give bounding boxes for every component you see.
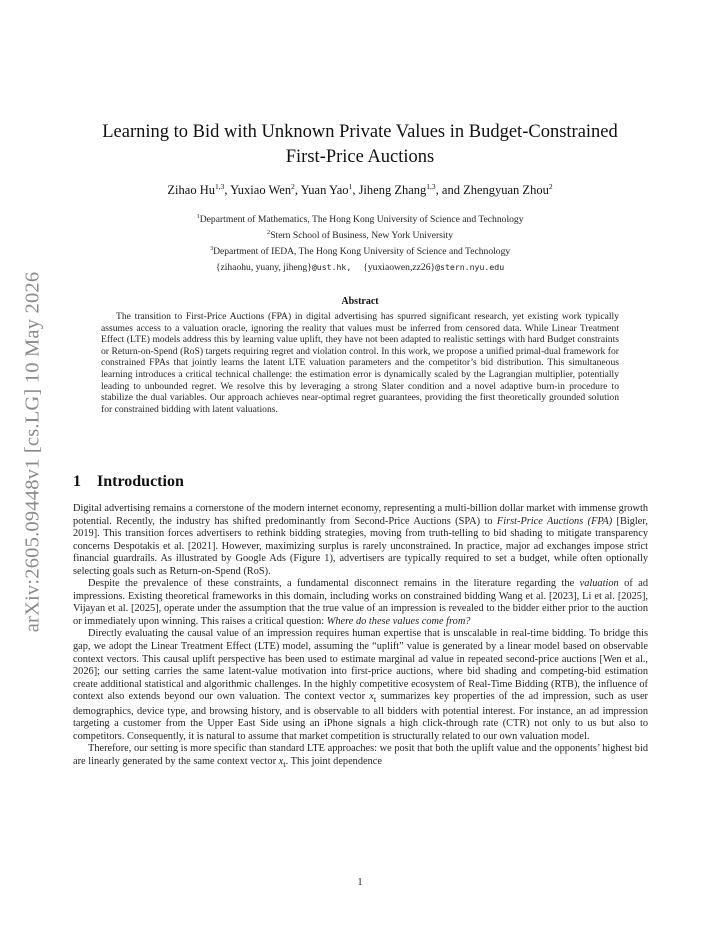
author: Zhengyuan Zhou$^2$: [463, 182, 553, 198]
author: Jiheng Zhang$^{1,3}$, and: [358, 182, 464, 198]
author: Zihao Hu$^{1,3}$,: [167, 182, 231, 198]
arxiv-identifier-stamp: [18, 255, 48, 650]
page-number: 1: [357, 877, 363, 888]
affiliation: $^3$Department of IEDA, The Hong Kong University of Science and Technology: [209, 245, 511, 258]
paragraph: Despite the prevalence of these constraints, a fundamental disconnect remains in the literature regarding the valuation of ad impressions. Existing theoretical frameworks in this domain, including works on constrained bidding Wang et al. [2023], Li et al. [2025], Vijayan et al. [2025], operate under the assumption that the true value of an impression is revealed to the bidder either prior to the auction or immediately upon winning. This raises a critical question: Where do these values come from?: [73, 578, 648, 627]
paragraph: Digital advertising remains a cornerstone of the modern internet economy, representing a multi-billion dollar market with immense growth potential. Recently, the industry has shifted predominantly from Second-Price Auctions (SPA) to First-Price Auctions (FPA) [Bigler, 2019]. This transition forces advertisers to rethink bidding strategies, moving from truth-telling to bid shading to mitigate transparency concerns Despotakis et al. [2021]. However, maximizing surplus is rarely unconstrained. In practice, major ad exchanges impose strict financial guardrails. As illustrated by Google Ads (Figure 1), advertisers are typically required to set a budget, while often optionally selecting goals such as Return-on-Spend (RoS).: [73, 503, 649, 577]
arxiv-identifier-text: arXiv:2605.09448v1 [cs.LG] 10 May 2026: [21, 271, 44, 633]
author: Yuxiao Wen$^2$,: [230, 182, 301, 198]
section-heading: [73, 473, 184, 491]
email-group-ust[interactable]: {zihaohu, yuany, jiheng}@ust.hk,: [215, 261, 352, 273]
title-line-1: Learning to Bid with Unknown Private Values in Budget-Constrained: [102, 122, 618, 142]
email-group-nyu[interactable]: {yuxiaowen,zz26}@stern.nyu.edu: [363, 261, 505, 273]
paper-title: [60, 120, 660, 170]
introduction-body: [73, 503, 648, 771]
affiliation: $^1$Department of Mathematics, The Hong Kong University of Science and Technology: [196, 213, 524, 226]
title-line-2: First-Price Auctions: [285, 147, 435, 167]
author-list: [60, 182, 660, 198]
abstract-text: The transition to First-Price Auctions (FPA) in digital advertising has spurred significant research, yet existing work typically assumes access to a valuation oracle, ignoring the reality that values must be inferred from censored data. While Linear Treatment Effect (LTE) models address this by learning value uplift, they have not been adapted to realistic settings with hard Budget constraints or Return-on-Spend (RoS) targets requiring regret and violation control. In this work, we propose a unified primal-dual framework for constrained FPAs that jointly learns the latent LTE valuation parameters and the competitor’s bid distribution. This simultaneous learning introduces a critical technical challenge: the estimation error is dynamically scaled by the Lagrangian multiplier, potentially leading to unbounded regret. We resolve this by leveraging a strong Slater condition and a novel adaptive burn-in procedure to stabilize the dual variables. Our approach achieves near-optimal regret guarantees, providing the first theoretically grounded solution for constrained bidding with latent valuations.: [101, 311, 619, 415]
paragraph: Therefore, our setting is more specific than standard LTE approaches: we posit that both the uplift value and the opponents’ highest bid are linearly generated by the same context vector $x_t$. This joint dependence: [73, 743, 648, 770]
author-emails: [60, 261, 660, 274]
author: Yuan Yao$^1$,: [300, 182, 359, 198]
affiliation-list: [60, 210, 660, 274]
abstract-heading: Abstract: [341, 296, 379, 307]
section-title: Introduction: [97, 473, 184, 490]
abstract-body: [101, 311, 619, 415]
paragraph: Directly evaluating the causal value of an impression requires human expertise that is unscalable in real-time bidding. To bridge this gap, we adopt the Linear Treatment Effect (LTE) model, assuming the “uplift” value is generated by a linear model based on observable context vectors. This causal uplift perspective has been used to estimate marginal ad value in repeated second-price auctions [Wen et al., 2026]; our setting carries the same latent-value motivation into first-price auctions, where bid shading and competing-bid estimation create additional statistical and algorithmic challenges. In the highly competitive ecosystem of Real-Time Bidding (RTB), the influence of context also extends beyond our own valuation. The context vector $x_t$ summarizes key properties of the ad impression, such as user demographics, device type, and browsing history, and is observable to all bidders with potential interest. For instance, an ad impression targeting a customer from the Upper East Side using an iPhone signals a high click-through rate (CTR) not only to us but also to competitors. Consequently, it is natural to assume that market competition is structurally related to our own valuation model.: [73, 628, 648, 742]
section-number: 1: [73, 473, 81, 490]
affiliation: $^2$Stern School of Business, New York University: [266, 229, 454, 242]
